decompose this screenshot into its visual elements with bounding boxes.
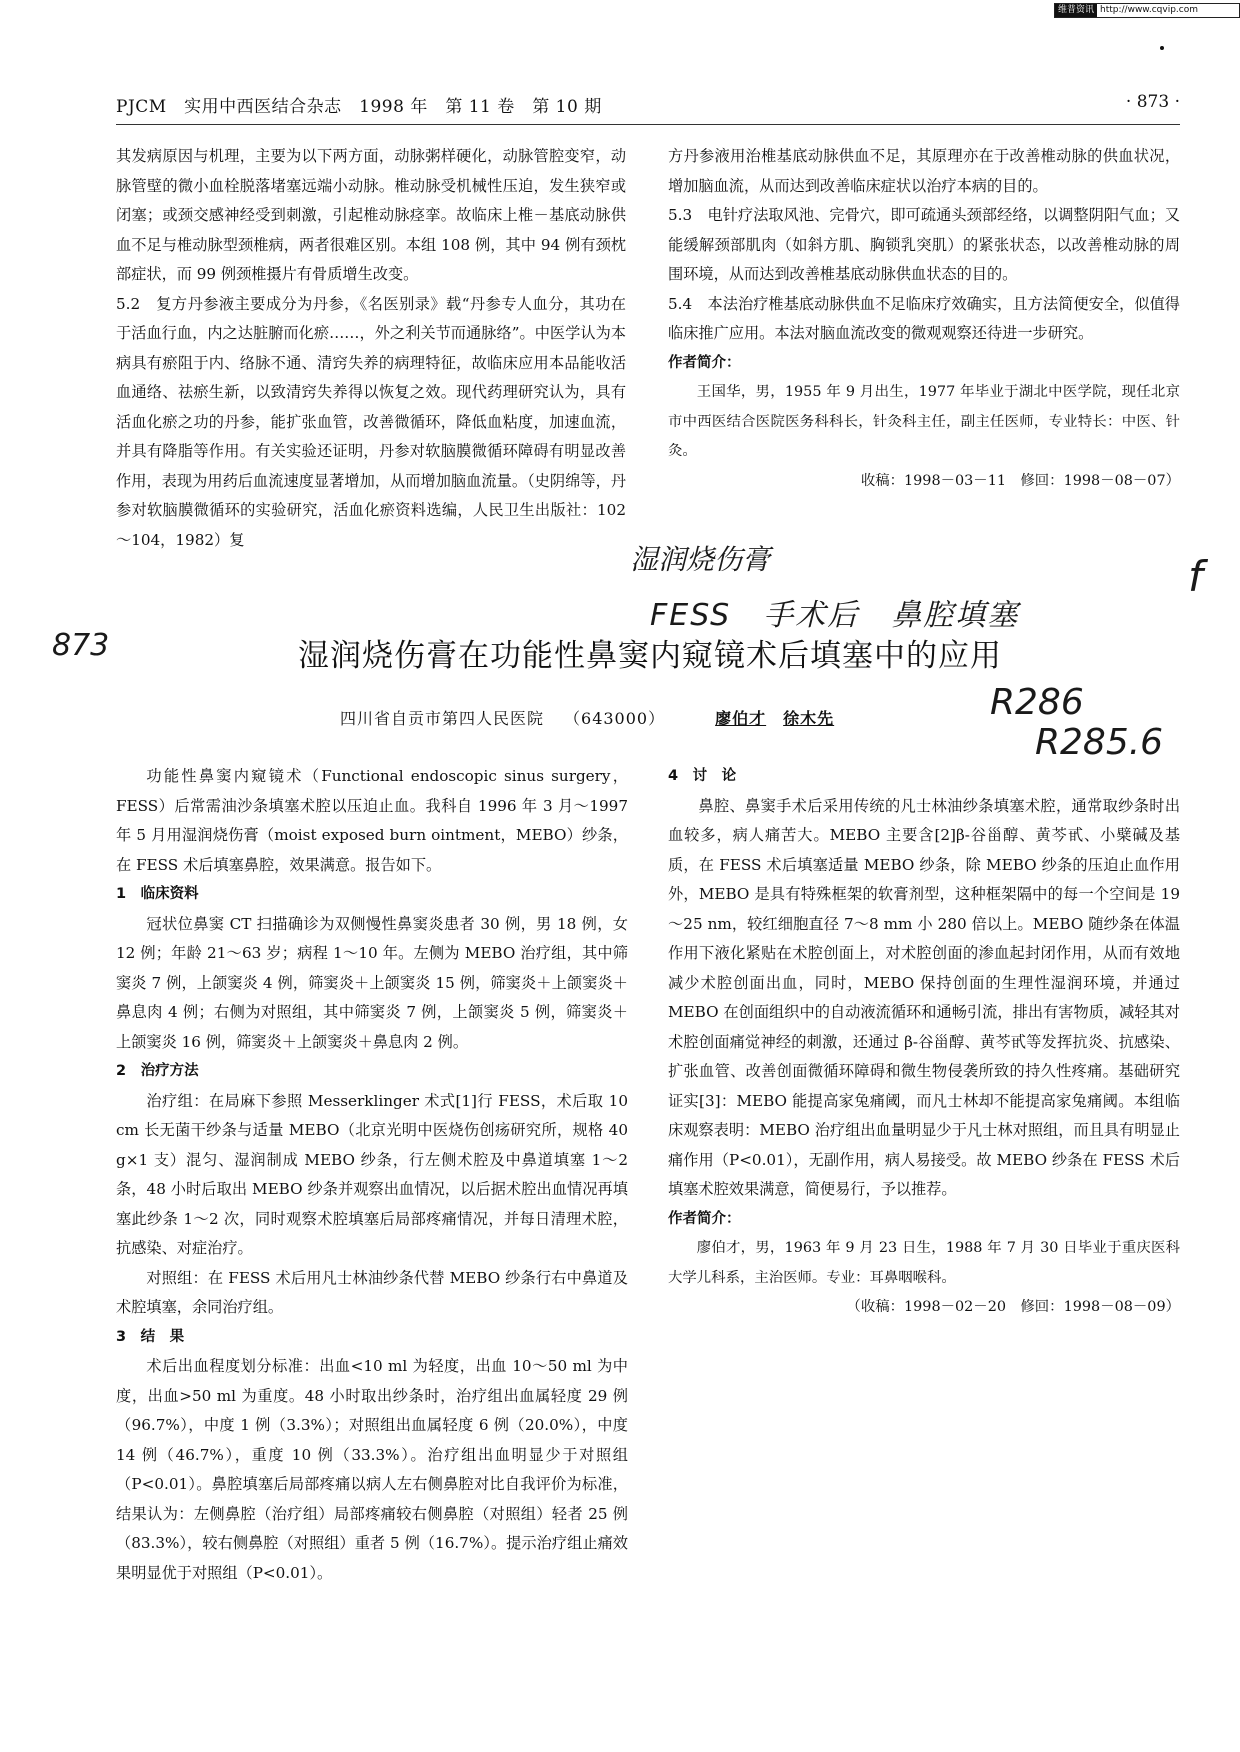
watermark-url: http://www.cqvip.com xyxy=(1100,5,1198,15)
author-name: 徐木先 xyxy=(783,709,835,728)
header-rule xyxy=(116,124,1180,125)
handwritten-keywords: FESS 手术后 鼻腔填塞 xyxy=(650,598,1020,633)
section-body: 冠状位鼻窦 CT 扫描确诊为双侧慢性鼻窦炎患者 30 例，男 18 例，女 12 例；年龄 21～63 岁；病程 1～10 年。左侧为 MEBO 治疗组，其中筛窦炎 7 例，上颌窦炎 4 例，筛窦炎＋上颌窦炎 15 例，筛窦炎＋上颌窦炎＋鼻息肉 4 例；右侧为对照组，其中筛窦炎 7 例，上颌窦炎 5 例，筛窦炎＋上颌窦炎 16 例，筛窦炎＋上颌窦炎＋鼻息肉 2 例。 xyxy=(116,914,628,1051)
page-number: · 873 · xyxy=(1125,92,1180,112)
prev-paragraph: 5.4 本法治疗椎基底动脉供血不足临床疗效确实，且方法简便安全，似值得临床推广应用。本法对脑血流改变的微观观察还待进一步研究。 xyxy=(668,294,1180,342)
intro-paragraph: 功能性鼻窦内窥镜术（Functional endoscopic sinus surgery，FESS）后常需油沙条填塞术腔以压迫止血。我科自 1996 年 3 月～1997 年 5 月用湿润烧伤膏（moist exposed burn ointment，MEBO）纱条，在 FESS 术后填塞鼻腔，效果满意。报告如下。 xyxy=(116,767,628,874)
handwritten-class-code: R286 xyxy=(990,682,1084,723)
author-bio: 廖伯才，男，1963 年 9 月 23 日生，1988 年 7 月 30 日毕业于重庆医科大学儿科系，主治医师。专业：耳鼻咽喉科。 xyxy=(668,1240,1180,1286)
handwritten-class-code: R285.6 xyxy=(1035,722,1164,763)
handwritten-page-number: 873 xyxy=(52,628,110,663)
section-heading: 4 讨 论 xyxy=(668,768,737,784)
prev-bio: 王国华，男，1955 年 9 月出生，1977 年毕业于湖北中医学院，现任北京市中西医结合医院医务科科长，针灸科主任，副主任医师，专业特长：中医、针灸。 xyxy=(668,384,1180,459)
prev-paragraph: 其发病原因与机理，主要为以下两方面，动脉粥样硬化，动脉管腔变窄，动脉管壁的微小血栓脱落堵塞远端小动脉。椎动脉受机械性压迫，发生狭窄或闭塞；或颈交感神经受到刺激，引起椎动脉痉挛。故临床上椎－基底动脉供血不足与椎动脉型颈椎病，两者很难区别。本组 108 例，其中 94 例有颈枕部症状，而 99 例颈椎摄片有骨质增生改变。 xyxy=(116,147,626,283)
prev-paragraph: 5.2 复方丹参液主要成分为丹参，《名医别录》载“丹参专人血分，其功在于活血行血，内之达脏腑而化瘀……，外之利关节而通脉络”。中医学认为本病具有瘀阻于内、络脉不通、清窍失养的病理特征，故临床应用本品能收活血通络、祛瘀生新，以致清窍失养得以恢复之效。现代药理研究认为，具有活血化瘀之功的丹参，能扩张血管，改善微循环，降低血粘度，加速血流，并具有降脂等作用。有关实验还证明，丹参对软脑膜微循环障碍有明显改善作用，表现为用药后血流速度显著增加，从而增加脑血流量。（史阴绵等，丹参对软脑膜微循环的实验研究，活血化瘀资料选编，人民卫生出版社：102～104，1982）复 xyxy=(116,294,626,549)
watermark xyxy=(1054,3,1240,18)
handwritten-keyword: 湿润烧伤膏 xyxy=(630,543,771,576)
section-heading: 1 临床资料 xyxy=(116,886,199,902)
running-header xyxy=(116,92,1180,122)
handwritten-mark: f xyxy=(1188,552,1203,601)
section-body: 治疗组：在局麻下参照 Messerklinger 术式[1]行 FESS，术后取 10 cm 长无菌干纱条与适量 MEBO（北京光明中医烧伤创疡研究所，规格 40 g×1 支）混匀、湿润制成 MEBO 纱条，行左侧术腔及中鼻道填塞 1～2 条，48 小时后取出 MEBO 纱条并观察出血情况，以后据术腔出血情况再填塞此纱条 1～2 次，同时观察术腔填塞后局部疼痛情况，并每日清理术腔，抗感染、对症治疗。 xyxy=(116,1091,628,1257)
author-line xyxy=(340,706,1100,729)
prev-article-left-column xyxy=(116,142,626,555)
article-left-column xyxy=(116,762,628,1588)
scan-dot xyxy=(1160,46,1164,50)
section-body: 术后出血程度划分标准：出血<10 ml 为轻度，出血 10～50 ml 为中度，出血>50 ml 为重度。48 小时取出纱条时，治疗组出血属轻度 29 例（96.7%），中度 1 例（3.3%）；对照组出血属轻度 6 例（20.0%），中度 14 例（46.7%），重度 10 例（33.3%）。治疗组出血明显少于对照组（P<0.01）。鼻腔填塞后局部疼痛以病人左右侧鼻腔对比自我评价为标准，结果认为：左侧鼻腔（治疗组）局部疼痛较右侧鼻腔（对照组）轻者 25 例（83.3%），较右侧鼻腔（对照组）重者 5 例（16.7%）。提示治疗组止痛效果明显优于对照组（P<0.01）。 xyxy=(116,1357,628,1582)
prev-received: 收稿：1998－03－11 修回：1998－08－07） xyxy=(860,472,1180,489)
postcode: （643000） xyxy=(564,709,666,728)
bio-heading: 作者简介： xyxy=(668,1210,741,1227)
section-heading: 3 结 果 xyxy=(116,1328,185,1345)
section-body: 对照组：在 FESS 术后用凡士林油纱条代替 MEBO 纱条行右中鼻道及术腔填塞，余同治疗组。 xyxy=(116,1268,628,1316)
received-dates: （收稿：1998－02－20 修回：1998－08－09） xyxy=(846,1299,1180,1315)
prev-bio-heading: 作者简介： xyxy=(668,354,741,371)
section-heading: 2 治疗方法 xyxy=(116,1063,199,1079)
affiliation: 四川省自贡市第四人民医院 xyxy=(340,709,545,728)
journal-info: PJCM 实用中西医结合杂志 1998 年 第 11 卷 第 10 期 xyxy=(116,97,602,117)
section-body: 鼻腔、鼻窦手术后采用传统的凡士林油纱条填塞术腔，通常取纱条时出血较多，病人痛苦大。MEBO 主要含[2]β-谷甾醇、黄芩甙、小檗碱及基质，在 FESS 术后填塞适量 MEBO 纱条，除 MEBO 纱条的压迫止血作用外，MEBO 是具有特殊框架的软膏剂型，这种框架隔中的每一个空间是 19～25 nm，较红细胞直径 7～8 mm 小 280 倍以上。MEBO 随纱条在体温作用下液化紧贴在术腔创面上，对术腔创面的渗血起封闭作用，从而有效地减少术腔创面出血，同时，MEBO 保持创面的生理性湿润环境，并通过 MEBO 在创面组织中的自动液流循环和通畅引流，排出有害物质，减轻其对术腔创面痛觉神经的刺激，还通过 β-谷甾醇、黄芩甙等发挥抗炎、抗感染、扩张血管、改善创面微循环障碍和微生物侵袭所致的持久性疼痛。基础研究证实[3]：MEBO 能提高家兔痛阈，而凡士林却不能提高家兔痛阈。本组临床观察表明：MEBO 治疗组出血量明显少于凡士林对照组，而且具有明显止痛作用（P<0.01），无副作用，病人易接受。故 MEBO 纱条在 FESS 术后填塞术腔效果满意，简便易行，予以推荐。 xyxy=(668,796,1180,1198)
watermark-brand: 维普资讯 xyxy=(1055,4,1097,17)
prev-paragraph: 5.3 电针疗法取风池、完骨穴，即可疏通头颈部经络，以调整阴阳气血；又能缓解颈部肌肉（如斜方肌、胸锁乳突肌）的紧张状态，以改善椎动脉的周围环境，从而达到改善椎基底动脉供血状态的目的。 xyxy=(668,206,1180,283)
article-title: 湿润烧伤膏在功能性鼻窦内窥镜术后填塞中的应用 xyxy=(298,638,1002,674)
author-name: 廖伯才 xyxy=(715,709,767,728)
article-right-column xyxy=(668,762,1180,1323)
prev-article-right-column xyxy=(668,142,1180,496)
prev-paragraph: 方丹参液用治椎基底动脉供血不足，其原理亦在于改善椎动脉的供血状况，增加脑血流，从而达到改善临床症状以治疗本病的目的。 xyxy=(668,147,1180,195)
